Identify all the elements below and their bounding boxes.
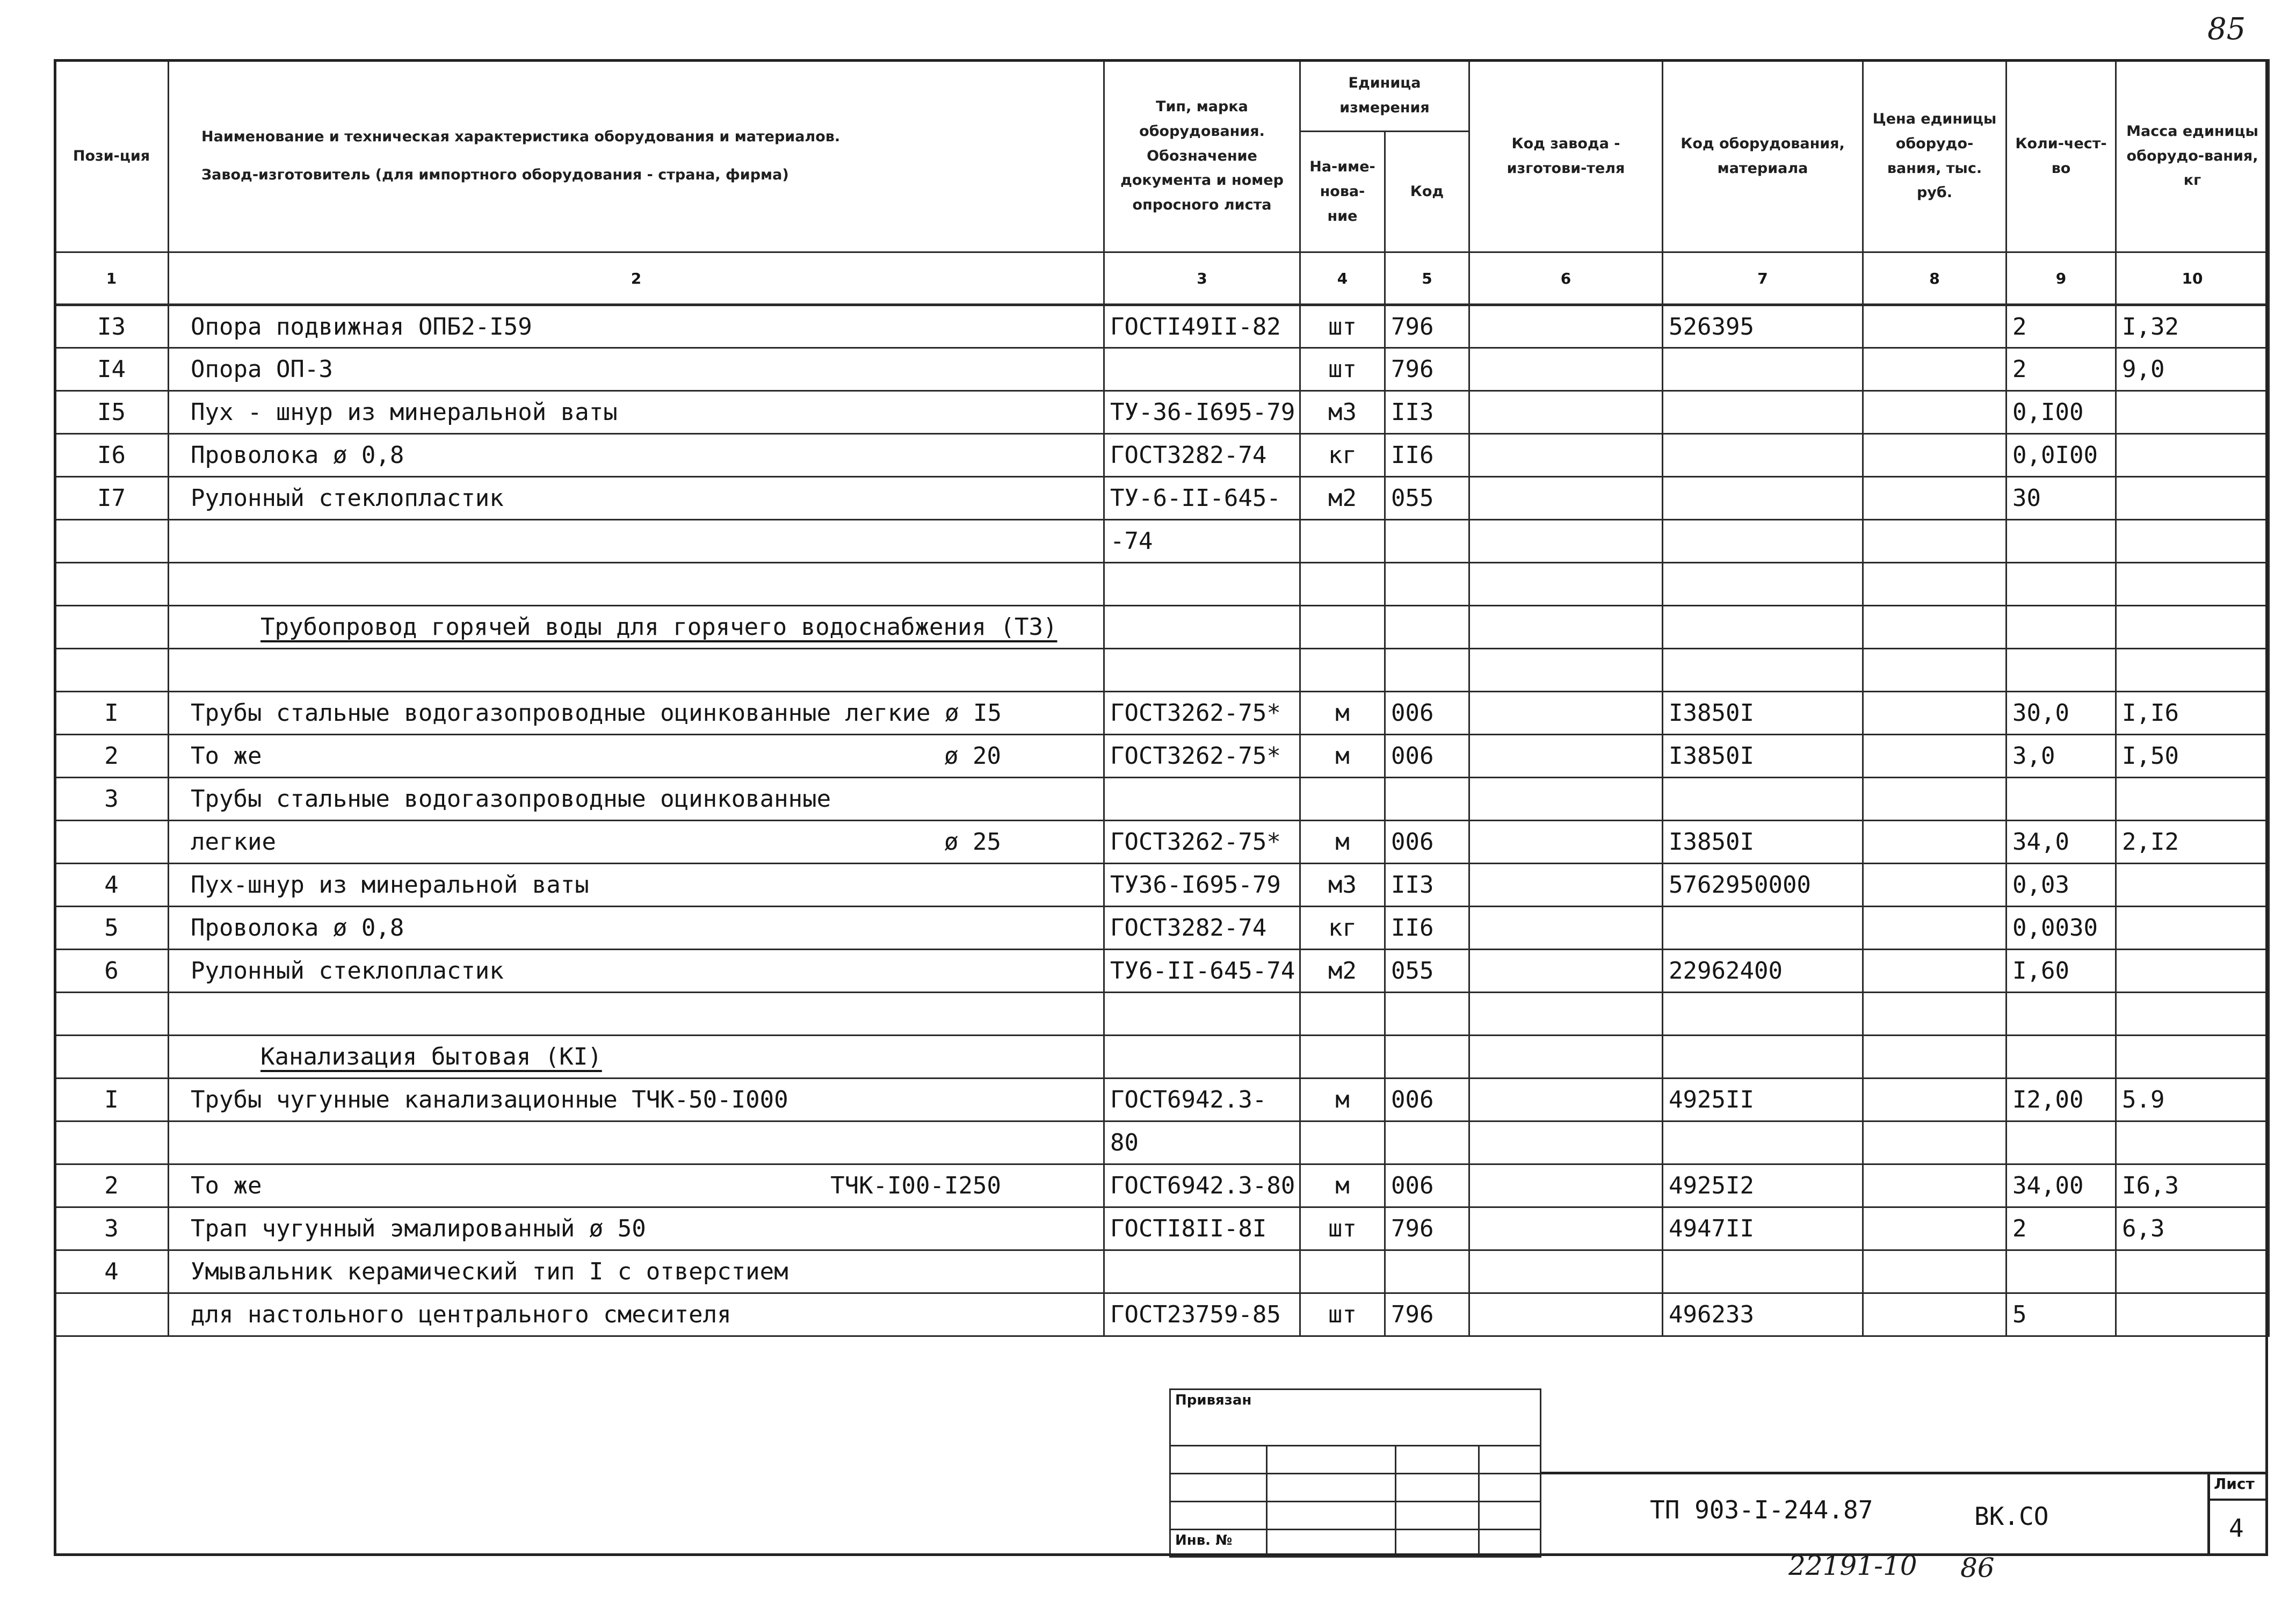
header-position: Пози-ция (55, 60, 169, 252)
equip-code-cell: I3850I (1663, 735, 1863, 778)
type-cell: ГОСТI8II-8I (1104, 1207, 1300, 1250)
equip-code-cell: 4925II (1663, 1079, 1863, 1122)
type-cell: ГОСТ23759-85 (1104, 1293, 1300, 1336)
header-qty: Коли-чест-во (2007, 60, 2116, 252)
equip-code-cell: 4925I2 (1663, 1164, 1863, 1207)
unit-code-cell: 006 (1385, 1079, 1469, 1122)
position-cell: 2 (55, 1164, 169, 1207)
qty-cell: 2 (2007, 305, 2116, 348)
position-cell: I4 (55, 348, 169, 391)
unit-code-cell: 796 (1385, 348, 1469, 391)
item-name: Проволока ø 0,8 (191, 914, 404, 942)
unit-code-cell: 796 (1385, 1207, 1469, 1250)
item-name: Пух-шнур из минеральной ваты (191, 871, 589, 899)
document-section: ВК.СО (1974, 1502, 2049, 1531)
unit-code-cell: II3 (1385, 864, 1469, 907)
type-cell: -74 (1104, 520, 1300, 563)
unit-cell: м3 (1300, 391, 1385, 434)
position-cell: 6 (55, 950, 169, 993)
qty-cell: 34,0 (2007, 821, 2116, 864)
item-name: Трубы чугунные канализационные ТЧК-50-I000 (191, 1086, 788, 1113)
diameter-note: ø 25 (944, 828, 1001, 856)
sheet-box-divider (2207, 1499, 2268, 1501)
type-cell: ГОСТ3282-74 (1104, 434, 1300, 477)
item-name: легкие (191, 828, 276, 856)
position-cell: I7 (55, 477, 169, 520)
unit-code-cell: 796 (1385, 1293, 1469, 1336)
equip-code-cell: 4947II (1663, 1207, 1863, 1250)
qty-cell: 2 (2007, 348, 2116, 391)
section-title: Трубопровод горячей воды для горячего водоснабжения (Т3) (260, 613, 1058, 641)
unit-cell: м (1300, 1079, 1385, 1122)
qty-cell: 5 (2007, 1293, 2116, 1336)
item-name: Трубы стальные водогазопроводные оцинкованные (191, 785, 831, 813)
unit-cell: шт (1300, 1293, 1385, 1336)
title-block-divider (1540, 1472, 2207, 1474)
column-number: 7 (1663, 252, 1863, 305)
qty-cell: I2,00 (2007, 1079, 2116, 1122)
header-equip-code: Код оборудования, материала (1663, 60, 1863, 252)
item-name: Рулонный стеклопластик (191, 957, 504, 985)
unit-code-cell: II6 (1385, 907, 1469, 950)
unit-code-cell: II6 (1385, 434, 1469, 477)
unit-cell: шт (1300, 1207, 1385, 1250)
item-name: для настольного центрального смесителя (191, 1301, 731, 1328)
equip-code-cell: 5762950000 (1663, 864, 1863, 907)
type-cell: ГОСТ6942.3-80 (1104, 1164, 1300, 1207)
position-cell: 4 (55, 1250, 169, 1293)
position-cell: I3 (55, 305, 169, 348)
unit-cell: м3 (1300, 864, 1385, 907)
section-title: Канализация бытовая (КI) (260, 1043, 602, 1070)
position-cell: 3 (55, 1207, 169, 1250)
header-unit-group: Единица измерения (1300, 60, 1469, 132)
equip-code-cell: 526395 (1663, 305, 1863, 348)
unit-cell: кг (1300, 434, 1385, 477)
sheet-label: Лист (2214, 1475, 2255, 1493)
mass-cell: 9,0 (2116, 348, 2269, 391)
position-cell: I6 (55, 434, 169, 477)
type-cell: ТУ36-I695-79 (1104, 864, 1300, 907)
qty-cell: 34,00 (2007, 1164, 2116, 1207)
unit-code-cell: 055 (1385, 477, 1469, 520)
qty-cell: 0,03 (2007, 864, 2116, 907)
footer-handwritten-page: 86 (1960, 1552, 1995, 1583)
header-unit-name: На-име-нова-ние (1300, 132, 1385, 252)
column-number: 9 (2007, 252, 2116, 305)
unit-code-cell: 006 (1385, 1164, 1469, 1207)
mass-cell: I,50 (2116, 735, 2269, 778)
mass-cell: I6,3 (2116, 1164, 2269, 1207)
column-number: 8 (1863, 252, 2007, 305)
unit-code-cell: 006 (1385, 821, 1469, 864)
position-cell: I (55, 1079, 169, 1122)
equip-code-cell: I3850I (1663, 692, 1863, 735)
equip-code-cell: I3850I (1663, 821, 1863, 864)
unit-code-cell: 796 (1385, 305, 1469, 348)
type-cell: ГОСТ3282-74 (1104, 907, 1300, 950)
item-name: Проволока ø 0,8 (191, 442, 404, 469)
header-price: Цена единицы оборудо-вания, тыс. руб. (1863, 60, 2007, 252)
header-name-line2: Завод-изготовитель (для импортного оборудования - страна, фирма) (201, 166, 789, 183)
unit-cell: м (1300, 1164, 1385, 1207)
column-number: 3 (1104, 252, 1300, 305)
unit-cell: м (1300, 735, 1385, 778)
equip-code-cell: 22962400 (1663, 950, 1863, 993)
header-type: Тип, марка оборудования. Обозначение документа и номер опросного листа (1104, 60, 1300, 252)
position-cell: I5 (55, 391, 169, 434)
qty-cell: I,60 (2007, 950, 2116, 993)
qty-cell: 0,0I00 (2007, 434, 2116, 477)
footer-handwritten-number: 22191-10 (1788, 1550, 1917, 1581)
diameter-note: ø 20 (944, 742, 1001, 770)
column-number: 10 (2116, 252, 2269, 305)
type-cell: ТУ6-II-645-74 (1104, 950, 1300, 993)
page-number-top: 85 (2207, 12, 2246, 47)
equip-code-cell: 496233 (1663, 1293, 1863, 1336)
item-name: Трубы стальные водогазопроводные оцинкованные легкие ø I5 (191, 699, 1002, 727)
type-cell: ГОСТ3262-75* (1104, 692, 1300, 735)
stamp-linked-label: Привязан (1170, 1390, 1541, 1446)
unit-cell: м (1300, 821, 1385, 864)
item-name: То же (191, 742, 262, 770)
type-cell: ТУ-6-II-645- (1104, 477, 1300, 520)
column-number: 2 (169, 252, 1104, 305)
qty-cell: 3,0 (2007, 735, 2116, 778)
mass-cell: I,I6 (2116, 692, 2269, 735)
mass-cell: I,32 (2116, 305, 2269, 348)
item-name: Опора ОП-3 (191, 356, 333, 383)
sheet-number: 4 (2229, 1514, 2244, 1543)
position-cell: 5 (55, 907, 169, 950)
item-name: То же (191, 1172, 262, 1199)
qty-cell: 2 (2007, 1207, 2116, 1250)
stamp-inv-label: Инв. № (1170, 1530, 1267, 1557)
column-number: 4 (1300, 252, 1385, 305)
position-cell: 3 (55, 778, 169, 821)
column-number: 6 (1469, 252, 1663, 305)
column-number: 5 (1385, 252, 1469, 305)
position-cell: 2 (55, 735, 169, 778)
unit-code-cell: 006 (1385, 692, 1469, 735)
unit-cell: шт (1300, 348, 1385, 391)
header-maker-code: Код завода - изготови-теля (1469, 60, 1663, 252)
item-name: Умывальник керамический тип I с отверстием (191, 1258, 788, 1285)
type-cell: ГОСТ6942.3- (1104, 1079, 1300, 1122)
item-name: Рулонный стеклопластик (191, 484, 504, 512)
diameter-note: ТЧК-I00-I250 (830, 1172, 1001, 1199)
type-cell: ГОСТI49II-82 (1104, 305, 1300, 348)
qty-cell: 0,0030 (2007, 907, 2116, 950)
unit-cell: кг (1300, 907, 1385, 950)
header-mass: Масса единицы оборудо-вания, кг (2116, 60, 2269, 252)
unit-code-cell: 006 (1385, 735, 1469, 778)
sheet-frame (54, 59, 2268, 1556)
column-number: 1 (55, 252, 169, 305)
position-cell: 4 (55, 864, 169, 907)
unit-cell: м2 (1300, 950, 1385, 993)
qty-cell: 0,I00 (2007, 391, 2116, 434)
header-name-line1: Наименование и техническая характеристика оборудования и материалов. (201, 128, 841, 146)
type-cell: ГОСТ3262-75* (1104, 821, 1300, 864)
unit-cell: м2 (1300, 477, 1385, 520)
position-cell: I (55, 692, 169, 735)
unit-code-cell: 055 (1385, 950, 1469, 993)
item-name: Пух - шнур из минеральной ваты (191, 399, 618, 426)
unit-cell: м (1300, 692, 1385, 735)
unit-code-cell: II3 (1385, 391, 1469, 434)
qty-cell: 30 (2007, 477, 2116, 520)
unit-cell: шт (1300, 305, 1385, 348)
type-cell: ТУ-36-I695-79 (1104, 391, 1300, 434)
type-cell: ГОСТ3262-75* (1104, 735, 1300, 778)
mass-cell: 5.9 (2116, 1079, 2269, 1122)
header-unit-code: Код (1385, 132, 1469, 252)
item-name: Трап чугунный эмалированный ø 50 (191, 1215, 646, 1242)
type-cell: 80 (1104, 1122, 1300, 1164)
document-code: ТП 903-I-244.87 (1650, 1495, 1873, 1524)
mass-cell: 2,I2 (2116, 821, 2269, 864)
mass-cell: 6,3 (2116, 1207, 2269, 1250)
qty-cell: 30,0 (2007, 692, 2116, 735)
item-name: Опора подвижная ОПБ2-I59 (191, 313, 532, 341)
